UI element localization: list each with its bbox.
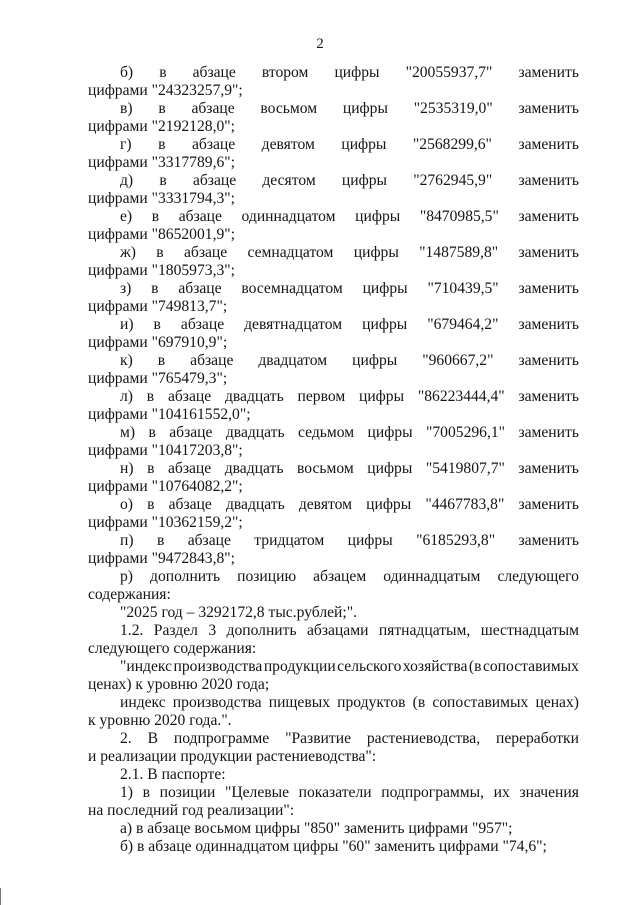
word: показатели	[298, 784, 372, 801]
word: заменить	[518, 460, 579, 477]
word: 1)	[120, 784, 133, 801]
scan-edge-mark	[0, 888, 1, 905]
word: заменить	[518, 136, 579, 153]
text-line: цифрами "104161552,0";	[88, 406, 251, 423]
text-line: цифрами "8652001,9";	[88, 226, 235, 243]
word: "7005296,1"	[426, 424, 506, 441]
word: цифры	[362, 280, 408, 297]
word: к)	[120, 352, 133, 369]
word: з)	[120, 280, 132, 297]
word: пищевых	[268, 694, 330, 711]
word: "5419807,7"	[425, 460, 505, 477]
word: цифры	[342, 100, 388, 117]
word: Раздел	[153, 622, 198, 639]
text-line: к уровню 2020 года.".	[88, 712, 232, 729]
word: заменить	[518, 352, 579, 369]
word: заменить	[518, 388, 579, 405]
word: в	[151, 280, 159, 297]
word: г)	[120, 136, 132, 153]
word: абзаце	[178, 280, 222, 297]
word: растениеводства,	[366, 730, 481, 747]
word: п)	[120, 532, 134, 549]
word: в	[142, 784, 151, 801]
word: л)	[120, 388, 133, 405]
word: абзаце	[187, 532, 231, 549]
word: двадцать	[224, 388, 284, 405]
text-line	[88, 730, 579, 748]
word: цифры	[334, 64, 380, 81]
text-line: и реализации продукции растениеводства":	[88, 748, 377, 765]
text-line	[88, 244, 579, 262]
word: абзаце	[191, 100, 235, 117]
word: пятнадцатым,	[378, 622, 471, 639]
text-line: цифрами "10417203,8";	[88, 442, 243, 459]
word: "2762945,9"	[413, 172, 493, 189]
word: семнадцатом	[247, 244, 334, 261]
word: втором	[261, 64, 309, 81]
word: заменить	[518, 496, 579, 513]
word: позиции	[159, 784, 216, 801]
word: "2568299,6"	[412, 136, 492, 153]
word: "2535319,0"	[413, 100, 493, 117]
word: сельского	[337, 658, 402, 675]
word: двадцать	[225, 424, 285, 441]
word: цифры	[366, 496, 412, 513]
text-line	[88, 460, 579, 478]
text-line	[88, 658, 579, 676]
text-line	[88, 694, 579, 712]
word: восемнадцатом	[241, 280, 343, 297]
word: ж)	[120, 244, 136, 261]
word: шестнадцатым	[480, 622, 579, 639]
text-line: цифрами "749813,7";	[88, 298, 228, 315]
word: заменить	[518, 64, 579, 81]
word: подпрограммы,	[381, 784, 485, 801]
word: абзацем	[313, 568, 367, 585]
word: в	[148, 424, 156, 441]
word: заменить	[518, 100, 579, 117]
word: абзаце	[191, 136, 236, 153]
word: их	[493, 784, 510, 801]
word: дополнить	[150, 568, 221, 585]
document-body	[88, 64, 579, 856]
word: абзаце	[190, 352, 234, 369]
word: "4467783,8"	[425, 496, 505, 513]
word: двадцатом	[258, 352, 328, 369]
text-line	[88, 784, 579, 802]
word: абзаце	[167, 460, 212, 477]
word: продукции	[263, 658, 336, 675]
word: в	[156, 244, 164, 261]
text-line	[88, 388, 579, 406]
text-line	[88, 424, 579, 442]
text-line	[88, 622, 579, 640]
word: б)	[120, 64, 134, 81]
text-line: следующего содержания:	[88, 640, 257, 657]
word: сопоставимых	[432, 694, 529, 711]
word: двадцать	[225, 496, 285, 513]
word: н)	[120, 460, 134, 477]
word: заменить	[518, 316, 579, 333]
word: абзаце	[169, 424, 213, 441]
word: "8470985,5"	[419, 208, 499, 225]
text-line	[88, 208, 579, 226]
word: абзаце	[192, 172, 237, 189]
word: В	[147, 730, 158, 747]
word: абзацами	[307, 622, 369, 639]
word: "86223444,4"	[417, 388, 505, 405]
word: 1.2.	[120, 622, 144, 639]
word: десятом	[262, 172, 316, 189]
text-line: цифрами "697910,9";	[88, 334, 228, 351]
text-line: б) в абзаце одиннадцатом цифры "60" заменить цифрами "74,6";	[120, 838, 547, 855]
word: в	[146, 388, 155, 405]
word: "710439,5"	[427, 280, 499, 297]
word: позицию	[237, 568, 297, 585]
word: о)	[120, 496, 133, 513]
word: в	[158, 100, 166, 117]
word: "679464,2"	[427, 316, 499, 333]
word: "6185293,8"	[416, 532, 496, 549]
text-line: цифрами "1805973,3";	[88, 262, 235, 279]
word: (в	[412, 694, 426, 711]
word: производства	[173, 658, 263, 675]
word: цифры	[353, 244, 399, 261]
word: в	[156, 532, 165, 549]
word: "индекс	[120, 658, 173, 675]
text-line	[88, 64, 579, 82]
word: девятнадцатом	[244, 316, 343, 333]
text-line: цифрами "24323257,9";	[88, 82, 243, 99]
text-line: "2025 год – 3292172,8 тыс.рублей;".	[120, 604, 357, 621]
word: заменить	[518, 244, 579, 261]
word: тридцатом	[254, 532, 325, 549]
word: м)	[120, 424, 136, 441]
word: и)	[120, 316, 134, 333]
text-line	[88, 316, 579, 334]
word: первом	[297, 388, 346, 405]
word: в	[153, 316, 161, 333]
text-line	[88, 532, 579, 550]
word: "1487589,8"	[419, 244, 499, 261]
word: е)	[120, 208, 133, 225]
word: абзаце	[167, 388, 212, 405]
word: седьмом	[298, 424, 355, 441]
word: в	[151, 208, 160, 225]
word: "20055937,7"	[405, 64, 493, 81]
text-line: цифрами "765479,3";	[88, 370, 228, 387]
word: заменить	[518, 532, 579, 549]
word: одиннадцатом	[241, 208, 336, 225]
word: в	[147, 496, 155, 513]
word: в)	[120, 100, 133, 117]
word: абзаце	[178, 208, 222, 225]
word: цифры	[362, 316, 408, 333]
word: следующего	[497, 568, 579, 585]
text-line: цифрами "10362159,2";	[88, 514, 243, 531]
word: заменить	[518, 208, 579, 225]
text-line: на последний год реализации":	[88, 802, 295, 819]
word: "Развитие	[285, 730, 351, 747]
word: восьмом	[260, 100, 318, 117]
word: абзаце	[180, 316, 225, 333]
word: хозяйства	[402, 658, 468, 675]
word: заменить	[518, 172, 579, 189]
word: абзаце	[183, 244, 228, 261]
text-line: цифрами "9472843,8";	[88, 550, 235, 567]
word: подпрограмме	[173, 730, 270, 747]
word: продуктов	[337, 694, 406, 711]
word: "Целевые	[224, 784, 289, 801]
text-line: цифрами "3331794,3";	[88, 190, 235, 207]
text-line	[88, 496, 579, 514]
word: цифры	[367, 460, 413, 477]
word: р)	[120, 568, 133, 585]
word: двадцать	[224, 460, 284, 477]
word: девятом	[261, 136, 315, 153]
word: дополнить	[226, 622, 297, 639]
text-line	[88, 352, 579, 370]
word: в	[158, 136, 166, 153]
word: индекс	[120, 694, 166, 711]
text-line: цифрами "3317789,6";	[88, 154, 235, 171]
word: девятом	[298, 496, 352, 513]
page-number: 2	[316, 36, 324, 52]
word: цифры	[367, 424, 413, 441]
word: сопоставимых	[482, 658, 579, 675]
word: (в	[468, 658, 482, 675]
word: цифры	[341, 172, 387, 189]
word: цифры	[341, 136, 387, 153]
text-line: содержания:	[88, 586, 171, 603]
word: цифры	[352, 352, 398, 369]
text-line	[88, 568, 579, 586]
word: восьмом	[297, 460, 354, 477]
text-line	[88, 280, 579, 298]
word: 2.	[120, 730, 132, 747]
word: цифры	[347, 532, 393, 549]
word: в	[159, 64, 167, 81]
word: в	[159, 172, 167, 189]
text-line: ценах) к уровню 2020 года;	[88, 676, 270, 693]
text-line: цифрами "2192128,0";	[88, 118, 235, 135]
word: 3	[208, 622, 217, 639]
word: ценах)	[535, 694, 579, 711]
text-line: цифрами "10764082,2";	[88, 478, 243, 495]
word: "960667,2"	[422, 352, 494, 369]
word: переработки	[496, 730, 579, 747]
word: абзаце	[192, 64, 236, 81]
word: значения	[519, 784, 579, 801]
word: цифры	[355, 208, 401, 225]
word: цифры	[358, 388, 405, 405]
word: абзаце	[168, 496, 212, 513]
text-line: а) в абзаце восьмом цифры "850" заменить цифрами "957";	[120, 820, 513, 837]
word: в	[147, 460, 155, 477]
text-line: 2.1. В паспорте:	[120, 766, 226, 783]
text-line	[88, 100, 579, 118]
word: заменить	[518, 280, 579, 297]
text-line	[88, 172, 579, 190]
word: в	[157, 352, 166, 369]
text-line	[88, 136, 579, 154]
word: одиннадцатым	[383, 568, 481, 585]
word: заменить	[518, 424, 579, 441]
word: производства	[172, 694, 262, 711]
word: д)	[120, 172, 134, 189]
